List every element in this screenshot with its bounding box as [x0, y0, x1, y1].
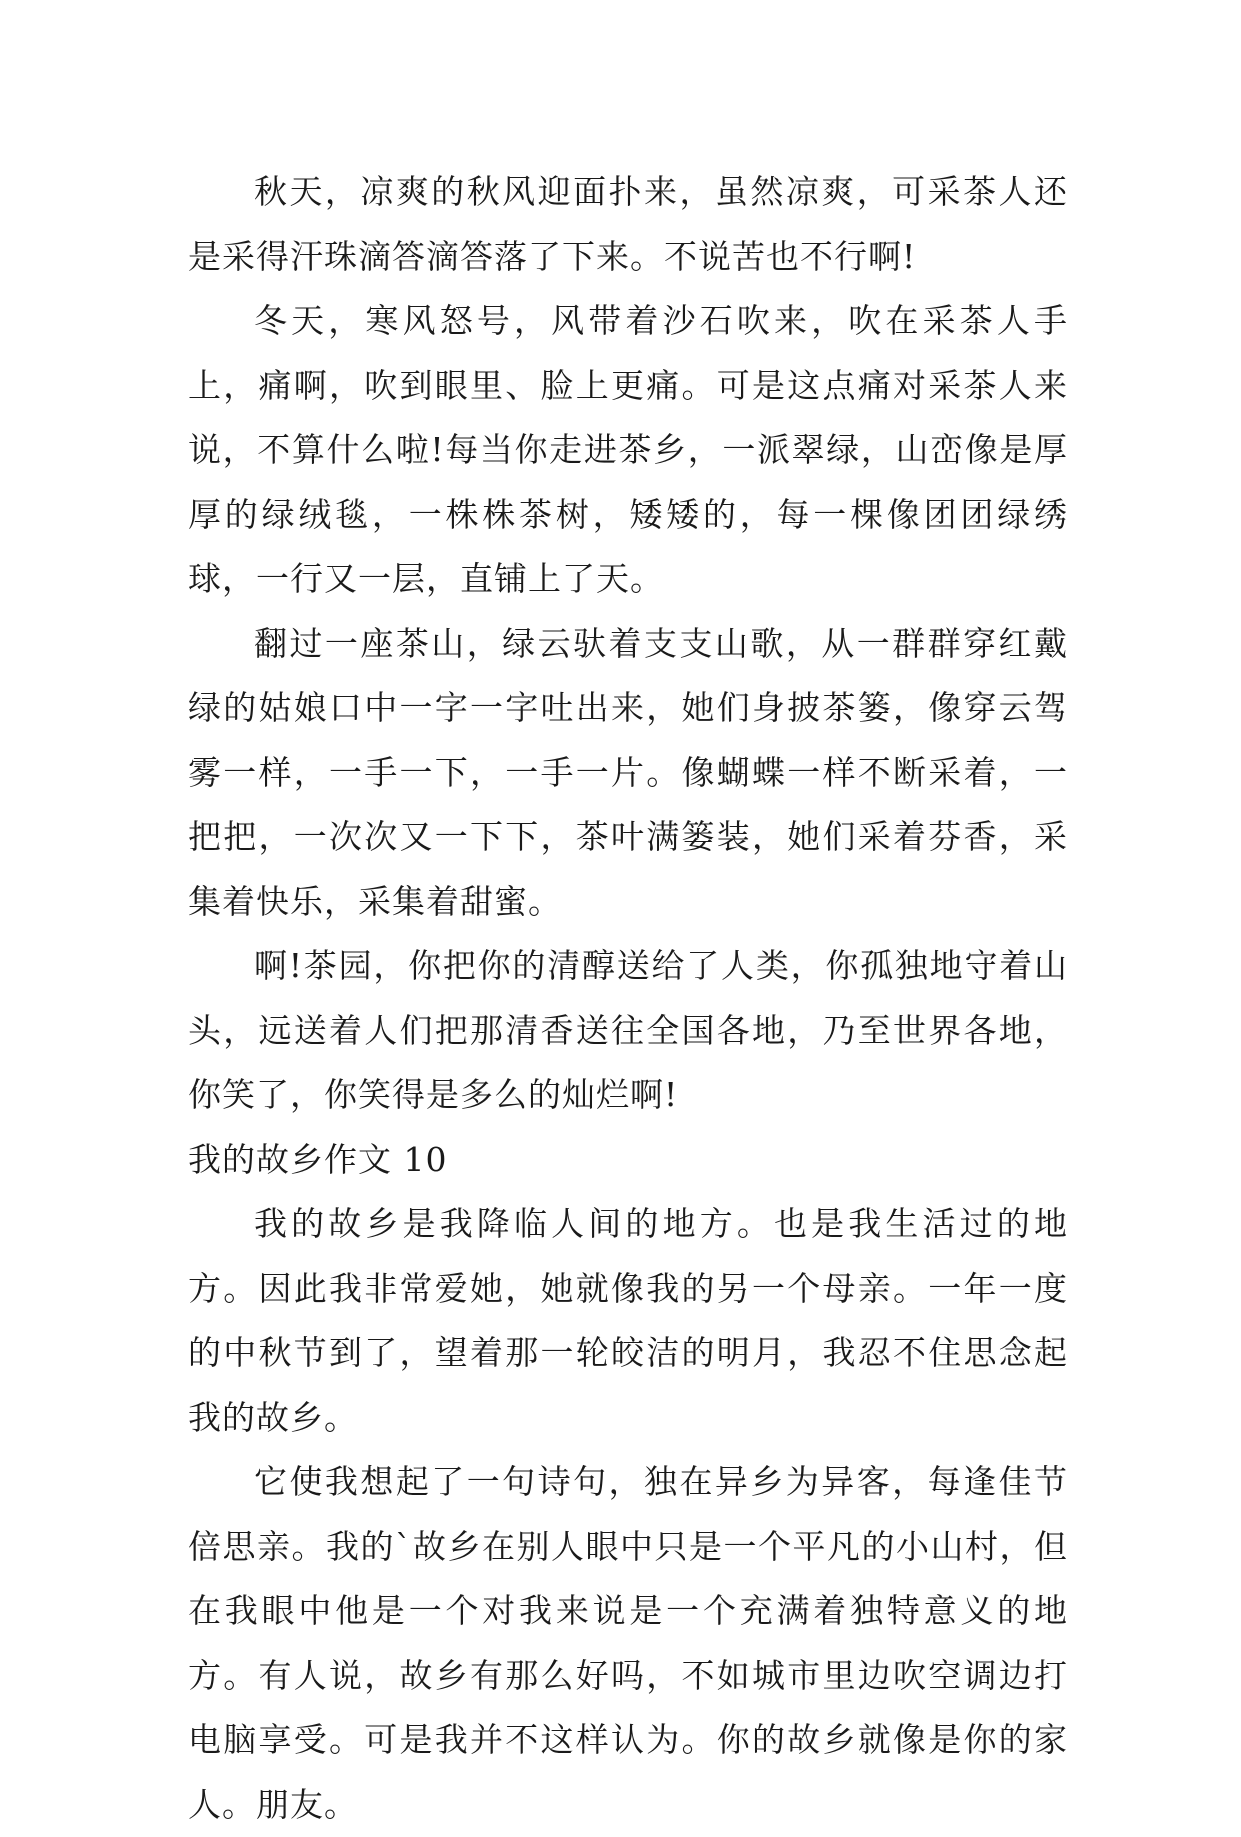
document-body: [188, 160, 1068, 1837]
paragraph-hometown-intro: 我的故乡是我降临人间的地方。也是我生活过的地方。因此我非常爱她，她就像我的另一个母亲。一年一度的中秋节到了，望着那一轮皎洁的明月，我忍不住思念起我的故乡。: [188, 1204, 1068, 1437]
paragraph-hometown-poem: 它使我想起了一句诗句，独在异乡为异客，每逢佳节倍思亲。我的`故乡在别人眼中只是一个平凡的小山村，但在我眼中他是一个对我来说是一个充满着独特意义的地方。有人说，故乡有那么好吗，不如城市里边吹空调边打电脑享受。可是我并不这样认为。你的故乡就像是你的家人。朋友。: [188, 1462, 1068, 1824]
paragraph-tea-garden: 啊!茶园，你把你的清醇送给了人类，你孤独地守着山头，远送着人们把那清香送往全国各地，乃至世界各地，你笑了，你笑得是多么的灿烂啊!: [188, 946, 1068, 1114]
paragraph-tea-mountain: 翻过一座茶山，绿云驮着支支山歌，从一群群穿红戴绿的姑娘口中一字一字吐出来，她们身披茶篓，像穿云驾雾一样，一手一下，一手一片。像蝴蝶一样不断采着，一把把，一次次又一下下，茶叶满篓装，她们采着芬香，采集着快乐，采集着甜蜜。: [188, 623, 1068, 921]
paragraph-winter: 冬天，寒风怒号，风带着沙石吹来，吹在采茶人手上，痛啊，吹到眼里、脸上更痛。可是这点痛对采茶人来说，不算什么啦!每当你走进茶乡，一派翠绿，山峦像是厚厚的绿绒毯，一株株茶树，矮矮的，每一棵像团团绿绣球，一行又一层，直铺上了天。: [188, 301, 1068, 598]
essay-heading: 我的故乡作文 10: [188, 1139, 448, 1179]
paragraph-autumn: 秋天，凉爽的秋风迎面扑来，虽然凉爽，可采茶人还是采得汗珠滴答滴答落了下来。不说苦也不行啊!: [188, 172, 1068, 276]
